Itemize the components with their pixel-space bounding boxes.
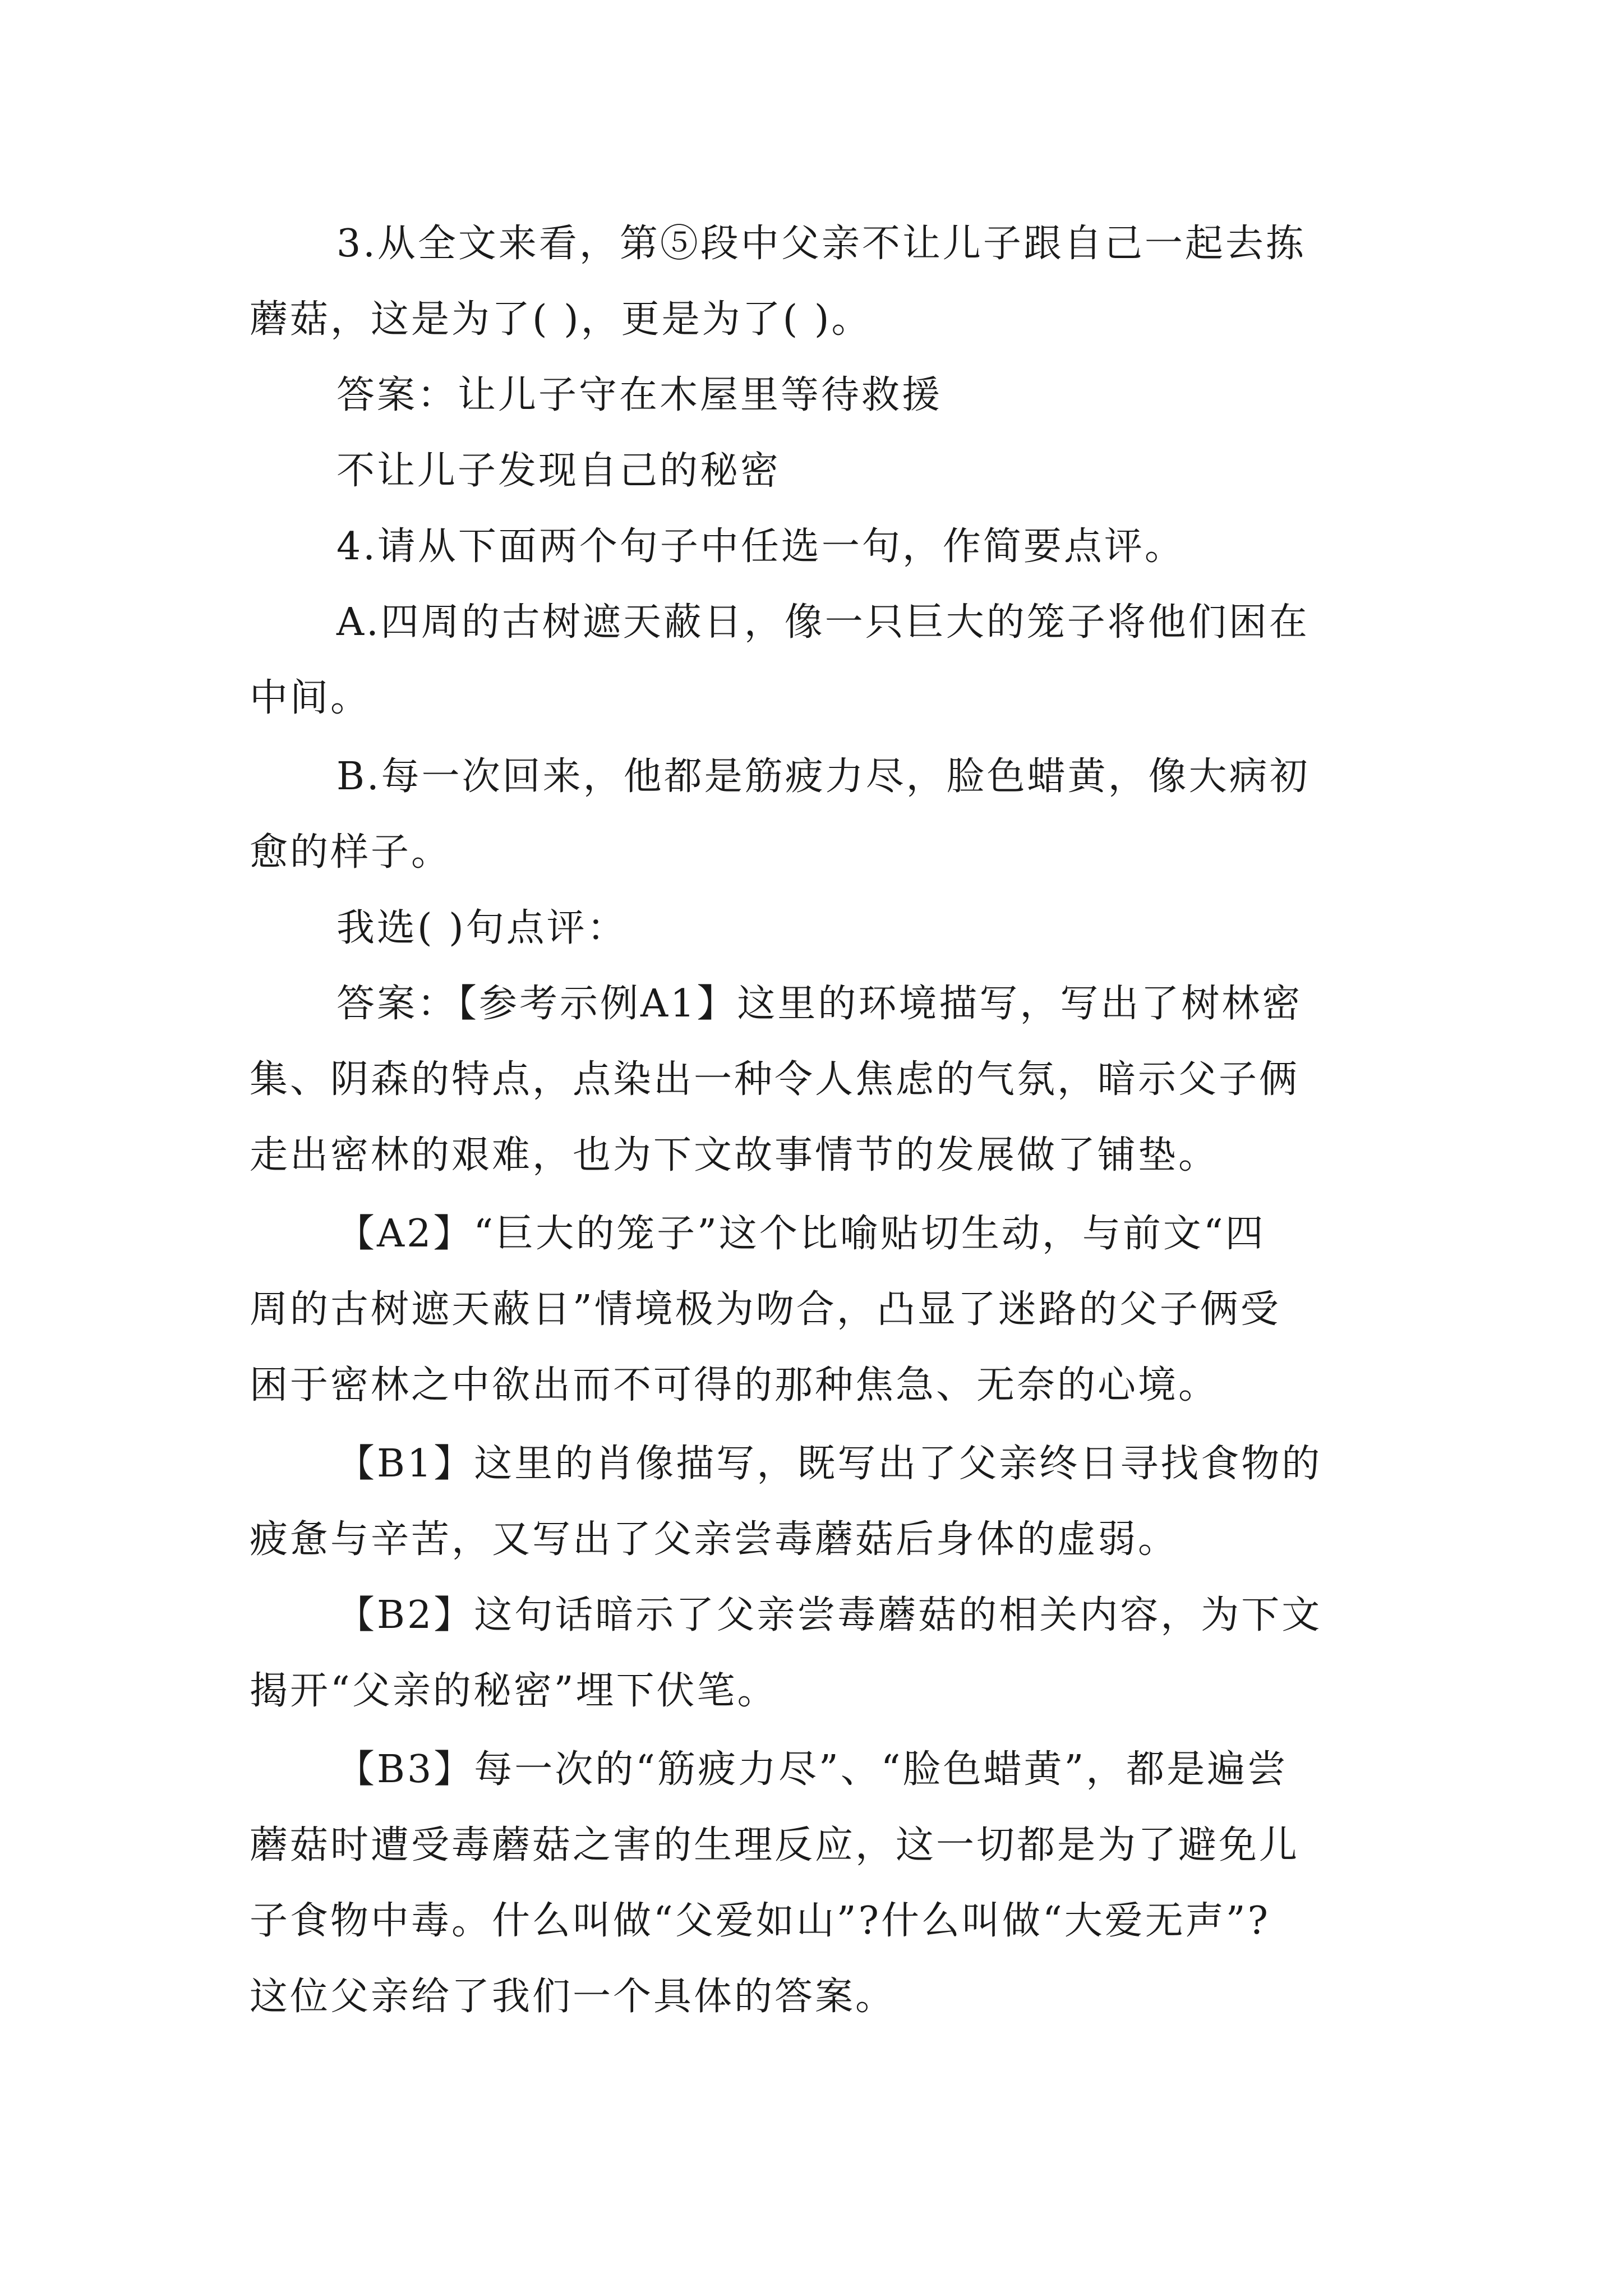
q3-answer-line-2: 不让儿子发现自己的秘密 (336, 449, 781, 493)
answer-b2-line-1: 【B2】这句话暗示了父亲尝毒蘑菇的相关内容，为下文 (336, 1593, 1322, 1637)
q3-line-1: 3.从全文来看，第⑤段中父亲不让儿子跟自己一起去拣 (336, 222, 1306, 266)
answer-b1-line-1: 【B1】这里的肖像描写，既写出了父亲终日寻找食物的 (336, 1442, 1322, 1486)
answer-b2-line-2: 揭开“父亲的秘密”埋下伏笔。 (250, 1669, 778, 1713)
option-a-line-2: 中间。 (250, 676, 371, 720)
q4-line: 4.请从下面两个句子中任选一句，作简要点评。 (336, 524, 1185, 569)
answer-b3-line-3: 子食物中毒。什么叫做“父爱如山”?什么叫做“大爱无声”? (250, 1899, 1270, 1943)
q3-line-2: 蘑菇，这是为了( )，更是为了( )。 (250, 297, 872, 342)
answer-b3-line-1: 【B3】每一次的“筋疲力尽”、“脸色蜡黄”，都是遍尝 (336, 1747, 1288, 1792)
answer-a1-line-3: 走出密林的艰难，也为下文故事情节的发展做了铺垫。 (250, 1133, 1219, 1177)
answer-a1-line-1: 答案：【参考示例A1】这里的环境描写，写出了树林密 (336, 982, 1303, 1026)
option-b-line-1: B.每一次回来，他都是筋疲力尽，脸色蜡黄，像大病初 (336, 754, 1310, 799)
answer-b3-line-2: 蘑菇时遭受毒蘑菇之害的生理反应，这一切都是为了避免儿 (250, 1823, 1300, 1867)
choice-prompt-line: 我选( )句点评： (336, 906, 628, 950)
answer-a1-line-2: 集、阴森的特点，点染出一种令人焦虑的气氛，暗示父子俩 (250, 1057, 1300, 1102)
answer-a2-line-3: 困于密林之中欲出而不可得的那种焦急、无奈的心境。 (250, 1363, 1219, 1407)
answer-b1-line-2: 疲惫与辛苦，又写出了父亲尝毒蘑菇后身体的虚弱。 (250, 1517, 1179, 1562)
answer-a2-line-2: 周的古树遮天蔽日”情境极为吻合，凸显了迷路的父子俩受 (250, 1287, 1281, 1332)
option-a-line-1: A.四周的古树遮天蔽日，像一只巨大的笼子将他们困在 (336, 600, 1310, 645)
option-b-line-2: 愈的样子。 (250, 830, 452, 875)
answer-a2-line-1: 【A2】“巨大的笼子”这个比喻贴切生动，与前文“四 (336, 1212, 1266, 1256)
answer-b3-line-4: 这位父亲给了我们一个具体的答案。 (250, 1975, 896, 2019)
q3-answer-line-1: 答案：让儿子守在木屋里等待救援 (336, 373, 943, 417)
